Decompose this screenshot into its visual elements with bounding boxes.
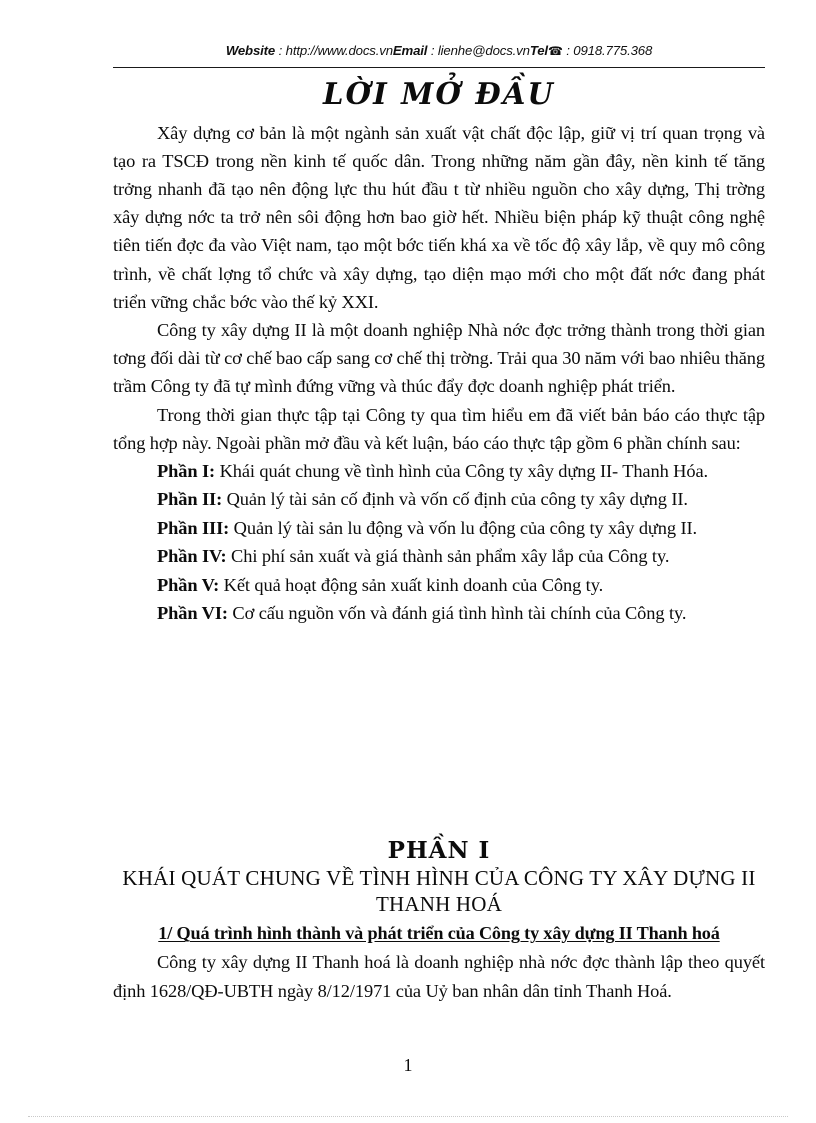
- document-title: LỜI MỞ ĐẦU: [323, 77, 555, 112]
- list-item: [157, 514, 765, 542]
- telephone-icon: ☎: [547, 44, 563, 58]
- part-text: Quản lý tài sản cố định và vốn cố định của công ty xây dựng II.: [222, 489, 688, 510]
- part-text: Kết quả hoạt động sản xuất kinh doanh của Công ty.: [219, 574, 604, 595]
- part-text: Khái quát chung về tình hình của Công ty xây dựng II- Thanh Hóa.: [215, 460, 709, 481]
- paragraph-intro-1: Xây dựng cơ bản là một ngành sản xuất vật chất độc lập, giữ vị trí quan trọng và tạo ra TSCĐ trong nền kinh tế quốc dân. Trong những năm gần đây, nền kinh tế tăng trởng nhanh đã tạo nên động lực thu hút đầu t từ nhiều nguồn cho xây dựng, Thị trờng xây dựng nớc ta trở nên sôi động hơn bao giờ hết. Nhiều biện pháp kỹ thuật công nghệ tiên tiến đợc đa vào Việt nam, tạo một bớc tiến khá xa về tốc độ xây lắp, về quy mô công trình, về chất lợng tổ chức và xây dựng, tạo diện mạo mới cho một đất nớc đang phát triển vững chắc bớc vào thế kỷ XXI.: [113, 122, 765, 312]
- part-label: Phần VI:: [157, 602, 228, 623]
- part-text: Cơ cấu nguồn vốn và đánh giá tình hình tài chính của Công ty.: [227, 602, 687, 623]
- part-one-subheading: KHÁI QUÁT CHUNG VỀ TÌNH HÌNH CỦA CÔNG TY XÂY DỰNG II THANH HOÁ: [122, 866, 756, 916]
- list-item: [157, 571, 765, 599]
- part-text: Chi phí sản xuất và giá thành sản phẩm xây lắp của Công ty.: [226, 546, 670, 567]
- document-body: [113, 78, 765, 627]
- footer-divider-rule: [28, 1116, 788, 1117]
- header-website-separator: :: [275, 43, 286, 58]
- header-website-value: http://www.docs.vn: [285, 43, 393, 58]
- header-tel-separator: :: [562, 43, 574, 58]
- header-tel-value: 0918.775.368: [573, 43, 653, 58]
- page-header: [113, 44, 765, 59]
- part-label: Phần III:: [157, 517, 230, 538]
- page-number: 1: [403, 1055, 413, 1075]
- section-heading-1: 1/ Quá trình hình thành và phát triển của Công ty xây dựng II Thanh hoá: [158, 923, 720, 944]
- header-contact-line: [113, 44, 765, 59]
- header-email-separator: :: [427, 43, 438, 58]
- list-item: [157, 599, 765, 627]
- header-divider-rule: [113, 67, 765, 68]
- paragraph-intro-2: Công ty xây dựng II là một doanh nghiệp Nhà nớc đợc trởng thành trong thời gian tơng đối dài từ cơ chế bao cấp sang cơ chế thị trờng. Trải qua 30 năm với bao nhiêu thăng trầm Công ty đã tự mình đứng vững và thúc đẩy đợc doanh nghiệp phát triển.: [113, 319, 765, 397]
- paragraph-intro-3: Trong thời gian thực tập tại Công ty qua tìm hiểu em đã viết bản báo cáo thực tập tổng hợp này. Ngoài phần mở đầu và kết luận, báo cáo thực tập gồm 6 phần chính sau:: [113, 404, 765, 453]
- list-item: [157, 485, 765, 513]
- header-email-value: lienhe@docs.vn: [437, 43, 530, 58]
- list-item: [157, 542, 765, 570]
- part-outline-list: [113, 457, 765, 627]
- header-email-label: Email: [392, 43, 428, 58]
- part-text: Quản lý tài sản lu động và vốn lu động của công ty xây dựng II.: [229, 517, 698, 538]
- part-label: Phần II:: [157, 489, 223, 510]
- paragraph-part-one-1: Công ty xây dựng II Thanh hoá là doanh nghiệp nhà nớc đợc thành lập theo quyết định 1628/QĐ-UBTH ngày 8/12/1971 của Uỷ ban nhân dân tỉnh Thanh Hoá.: [113, 952, 765, 1001]
- part-one-heading: PHẦN I: [387, 837, 491, 864]
- header-website-label: Website: [225, 43, 276, 58]
- part-label: Phần V:: [157, 574, 220, 595]
- part-one-section: [113, 838, 765, 1005]
- header-tel-label: Tel: [529, 43, 548, 58]
- part-label: Phần IV:: [157, 546, 227, 567]
- list-item: [157, 457, 765, 485]
- part-label: Phần I:: [157, 460, 216, 481]
